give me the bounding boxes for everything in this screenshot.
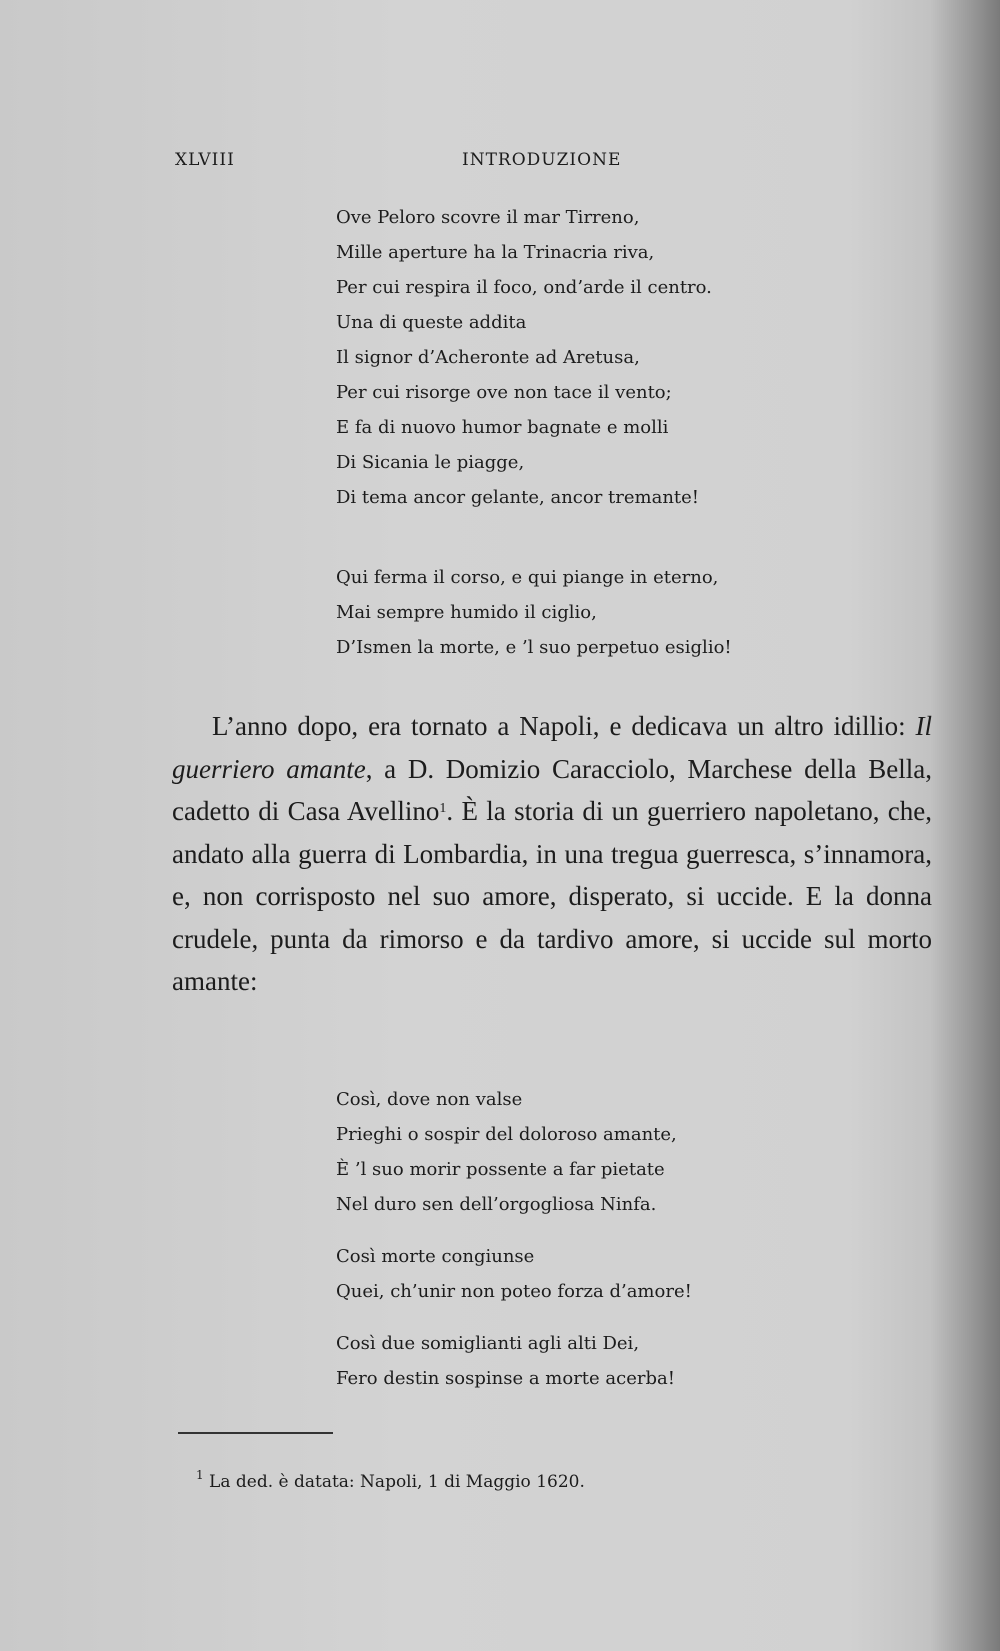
prose-paragraph: [172, 705, 932, 1003]
verse-block-1: [336, 200, 712, 515]
verse-line: È ’l suo morir possente a far pietate: [336, 1159, 665, 1180]
verse-line: Fero destin sospinse a morte acerba!: [336, 1368, 675, 1389]
verse-line: Nel duro sen dell’orgogliosa Ninfa.: [336, 1194, 657, 1215]
running-title: INTRODUZIONE: [462, 150, 622, 170]
verse-line: Di Sicania le piagge,: [336, 452, 525, 473]
verse-line: Quei, ch’unir non poteo forza d’amore!: [336, 1281, 692, 1302]
verse-line: Mille aperture ha la Trinacria riva,: [336, 242, 655, 263]
prose-text-3: . È la storia di un guerriero napoletano, che, andato alla guerra di Lombardia, in una tregua guerresca, s’innamora, e, non corrisposto nel suo amore, disperato, si uccide. E la donna crudele, punta da rimorso e da tardivo amore, si uccide sul morto amante:: [172, 796, 932, 996]
verse-line: Di tema ancor gelante, ancor tremante!: [336, 487, 700, 508]
prose-text-2: , a D. Domizio Caracciolo, Marchese della Bella, cadetto di Casa Avellino: [172, 753, 932, 826]
footnote-rule: [178, 1432, 333, 1434]
verse-block-2: [336, 560, 732, 665]
verse-line: Qui ferma il corso, e qui piange in eterno,: [336, 567, 719, 588]
verse-block-3: [336, 1082, 692, 1396]
verse-line: Ove Peloro scovre il mar Tirreno,: [336, 207, 640, 228]
verse-line: Una di queste addita: [336, 312, 527, 333]
verse-line: Prieghi o sospir del doloroso amante,: [336, 1124, 677, 1145]
running-head: [175, 150, 915, 180]
verse-line: Per cui respira il foco, ond’arde il centro.: [336, 277, 712, 298]
footnote-reference: 1: [439, 801, 447, 816]
work-title: Il guerriero amante: [172, 711, 932, 784]
prose-text-1: L’anno dopo, era tornato a Napoli, e dedicava un altro idillio:: [212, 711, 916, 741]
verse-line: Per cui risorge ove non tace il vento;: [336, 382, 672, 403]
footnote: [196, 1468, 585, 1492]
verse-line: Così morte congiunse: [336, 1246, 535, 1267]
page-number: XLVIII: [175, 150, 235, 170]
footnote-text: La ded. è datata: Napoli, 1 di Maggio 1620.: [209, 1472, 585, 1492]
verse-line: Mai sempre humido il ciglio,: [336, 602, 597, 623]
verse-line: Così, dove non valse: [336, 1089, 523, 1110]
verse-line: D’Ismen la morte, e ’l suo perpetuo esiglio!: [336, 637, 732, 658]
verse-line: Il signor d’Acheronte ad Aretusa,: [336, 347, 640, 368]
verse-line: Così due somiglianti agli alti Dei,: [336, 1333, 640, 1354]
footnote-marker: 1: [196, 1468, 204, 1482]
verse-line: E fa di nuovo humor bagnate e molli: [336, 417, 669, 438]
